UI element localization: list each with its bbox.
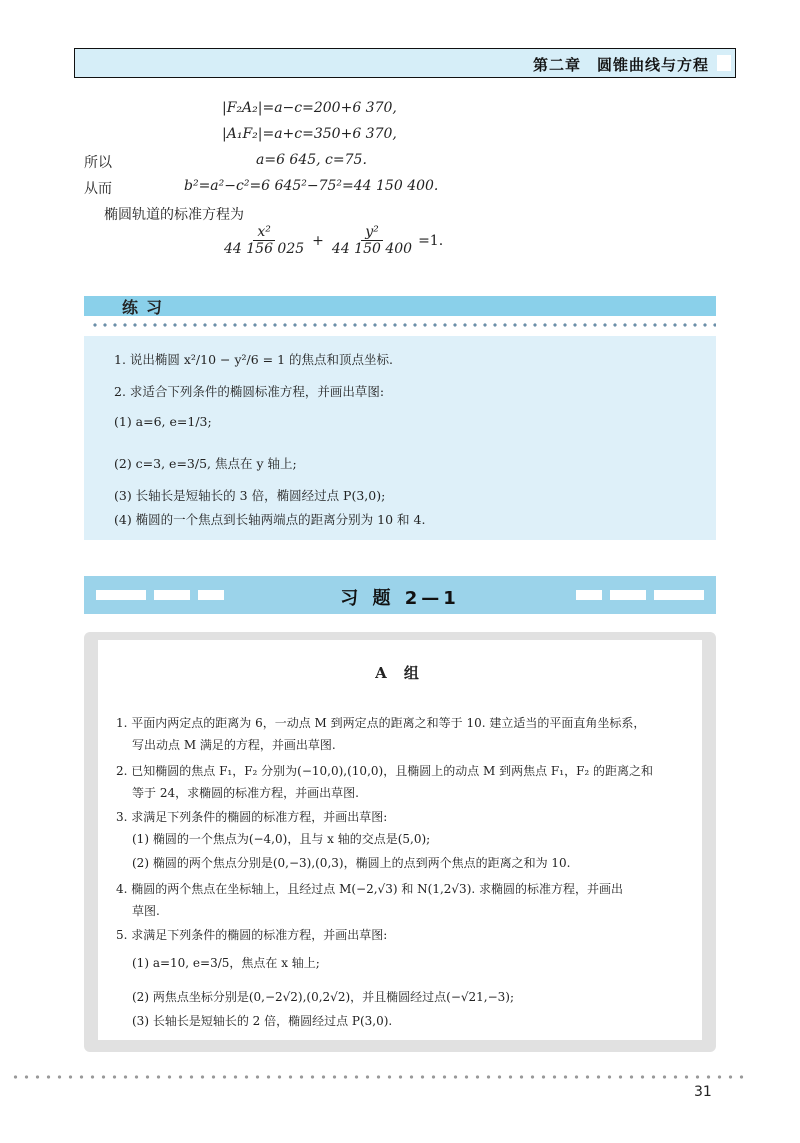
- exercise-box: [98, 640, 702, 1040]
- banner-decoration-bar: [610, 590, 646, 600]
- derivation-line-4: b²=a²−c²=6 645²−75²=44 150 400.: [184, 178, 439, 194]
- fraction-x-numerator: x²: [253, 224, 275, 241]
- practice-dotted-divider: [90, 322, 716, 328]
- practice-box: [84, 336, 716, 540]
- practice-title: 练习: [122, 298, 171, 317]
- group-a-title: A 组: [375, 664, 425, 682]
- exercise-line: 3. 求满足下列条件的椭圆的标准方程，并画出草图:: [116, 810, 388, 824]
- fraction-x: [220, 224, 308, 257]
- exercise-line: (1) 椭圆的一个焦点为(−4,0)，且与 x 轴的交点是(5,0);: [132, 832, 431, 846]
- practice-item-2: 2. 求适合下列条件的椭圆标准方程，并画出草图:: [114, 384, 385, 399]
- fraction-y-denominator: 44 150 400: [331, 241, 413, 257]
- plus-sign: +: [312, 232, 324, 249]
- exercise-line: (1) a=10, e=3/5，焦点在 x 轴上;: [132, 956, 320, 970]
- page-number: 31: [694, 1084, 712, 1100]
- practice-item-2-3: (3) 长轴长是短轴长的 3 倍，椭圆经过点 P(3,0);: [114, 488, 386, 503]
- equation-rhs: =1.: [418, 232, 444, 249]
- label-suoyi: 所以: [84, 155, 112, 171]
- fraction-y: [328, 224, 416, 257]
- exercise-line: 1. 平面内两定点的距离为 6，一动点 M 到两定点的距离之和等于 10. 建立适当的平面直角坐标系，: [116, 716, 646, 730]
- header-corner-decoration: [717, 55, 731, 71]
- chapter-header: [74, 48, 736, 78]
- label-conger: 从而: [84, 181, 112, 197]
- derivation-line-3: a=6 645, c=75.: [256, 152, 367, 168]
- exercise-line: 4. 椭圆的两个焦点在坐标轴上，且经过点 M(−2,√3) 和 N(1,2√3). 求椭圆的标准方程，并画出: [116, 882, 624, 896]
- practice-item-1: 1. 说出椭圆 x²/10 − y²/6 = 1 的焦点和顶点坐标.: [114, 352, 394, 367]
- exercise-line: (2) 椭圆的两个焦点分别是(0,−3),(0,3)，椭圆上的点到两个焦点的距离之和为 10.: [132, 856, 571, 870]
- ellipse-orbit-equation: [220, 224, 443, 257]
- banner-decoration-bar: [654, 590, 704, 600]
- exercise-line: 写出动点 M 满足的方程，并画出草图.: [132, 738, 336, 752]
- practice-item-2-2: (2) c=3, e=3/5, 焦点在 y 轴上;: [114, 456, 297, 471]
- exercise-line: 5. 求满足下列条件的椭圆的标准方程，并画出草图:: [116, 928, 388, 942]
- exercise-banner: [84, 576, 716, 614]
- bottom-dotted-divider: [10, 1074, 750, 1080]
- banner-decoration-bar: [576, 590, 602, 600]
- practice-item-2-4: (4) 椭圆的一个焦点到长轴两端点的距离分别为 10 和 4.: [114, 512, 426, 527]
- derivation-line-2: |A₁F₂|=a+c=350+6 370,: [222, 126, 397, 142]
- exercise-line: (3) 长轴长是短轴长的 2 倍，椭圆经过点 P(3,0).: [132, 1014, 393, 1028]
- exercise-line: 草图.: [132, 904, 160, 918]
- fraction-x-denominator: 44 156 025: [224, 241, 305, 257]
- exercise-line: 等于 24，求椭圆的标准方程，并画出草图.: [132, 786, 359, 800]
- practice-title-bar: [84, 296, 716, 316]
- exercise-title: 习 题 2—1: [340, 588, 460, 609]
- exercise-line: (2) 两焦点坐标分别是(0,−2√2),(0,2√2)，并且椭圆经过点(−√21,−3);: [132, 990, 515, 1004]
- derivation-line-1: |F₂A₂|=a−c=200+6 370,: [222, 100, 397, 116]
- practice-item-2-1: (1) a=6, e=1/3;: [114, 414, 212, 429]
- chapter-title: 第二章 圆锥曲线与方程: [532, 56, 709, 74]
- ellipse-orbit-sentence: 椭圆轨道的标准方程为: [104, 207, 244, 223]
- fraction-y-numerator: y²: [361, 224, 383, 241]
- exercise-line: 2. 已知椭圆的焦点 F₁，F₂ 分别为(−10,0),(10,0)，且椭圆上的动点 M 到两焦点 F₁，F₂ 的距离之和: [116, 764, 654, 778]
